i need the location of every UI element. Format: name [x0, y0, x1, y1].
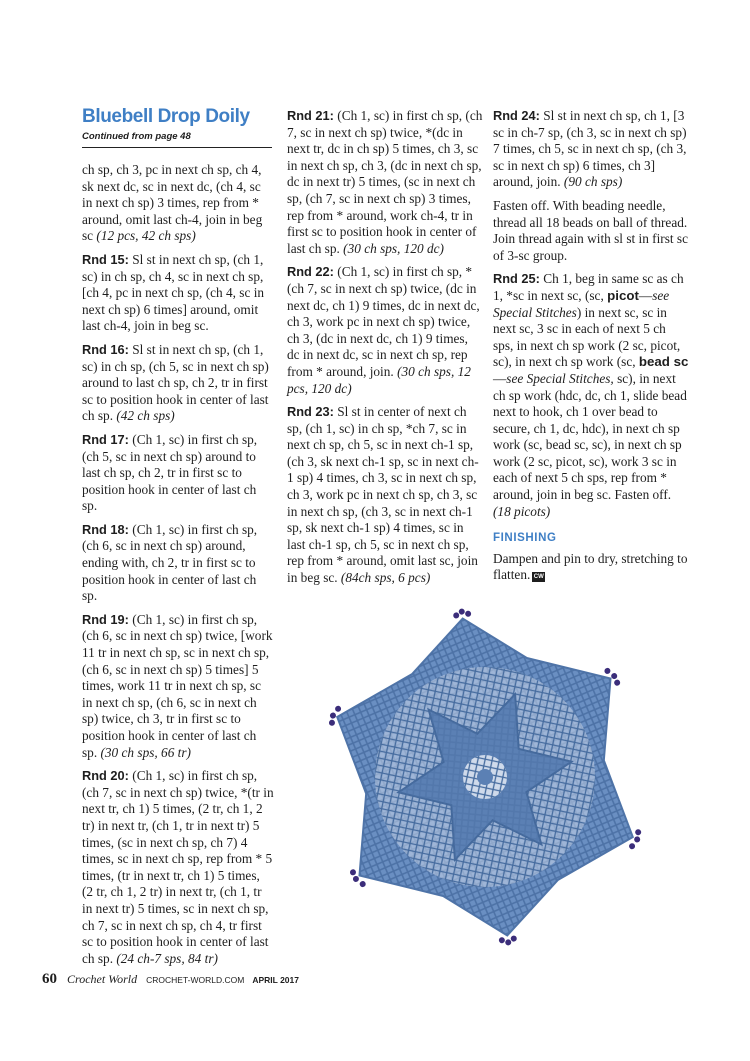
instruction-paragraph: ch sp, ch 3, pc in next ch sp, ch 4, sk next dc, sc in next dc, (ch 4, sc in next ch sp) 3 times, rep from * around, omit last ch-4, join in beg sc (12 pcs, 42 ch sps): [82, 162, 263, 244]
round-15: Rnd 15: Sl st in next ch sp, (ch 1, sc) in ch sp, ch 4, sc in next ch sp, [ch 4, pc in next ch sp, (ch 4, sc in next ch sp) 6 times] around, omit last ch-4, join in beg sc.: [82, 251, 265, 334]
fasten-off-note: Fasten off. With beading needle, thread all 18 beads on ball of thread. Join thread again with sl st in first sc of 3-sc group.: [493, 197, 688, 263]
round-20: Rnd 20: (Ch 1, sc) in first ch sp, (ch 7, sc in next ch sp) twice, *(tr in next tr, ch 1) 5 times, (2 tr, ch 1, 2 tr) in next tr, (ch 1, tr in next tr) 5 times, (sc in next ch sp, ch 7) 4 times, sc in next ch sp, rep from * 5 times, (tr in next tr, ch 1) 5 times, (2 tr, ch 1, 2 tr) in next tr, (ch 1, tr in next tr) 5 times, sc in next ch sp, ch 7, sc in next ch sp, ch 4, tr first sc to position hook in center of last ch sp. (24 ch-7 sps, 84 tr): [82, 768, 274, 966]
round-22: Rnd 22: (Ch 1, sc) in first ch sp, *(ch 7, sc in next ch sp) twice, (dc in next dc, ch 1) 9 times, dc in next dc, ch 3, work pc in next ch sp) twice, ch 3, (dc in next dc, ch 1) 9 times, dc in next dc, sc in next ch sp, rep from * around, join. (30 ch sps, 12 pcs, 120 dc): [287, 264, 480, 396]
finishing-heading: FINISHING: [493, 532, 557, 545]
magazine-name: Crochet World: [67, 972, 138, 986]
column-1: [82, 162, 274, 974]
title-divider: [82, 147, 272, 148]
continued-note: Continued from page 48: [82, 131, 191, 142]
website-link[interactable]: CROCHET-WORLD.COM: [146, 975, 245, 985]
round-16: Rnd 16: Sl st in next ch sp, (ch 1, sc) in ch sp, (ch 5, sc in next ch sp) around to last ch sp, ch 2, tr in first sc to position hook in center of last ch sp. (42 ch sps): [82, 341, 269, 424]
pattern-title: Bluebell Drop Doily: [82, 106, 250, 127]
round-24: Rnd 24: Sl st in next ch sp, ch 1, [3 sc in ch-7 sp, (ch 3, sc in next ch sp) 7 times, ch 5, sc in next ch sp, (ch 3, sc in next ch sp) 6 times, ch 3] around, join. (90 ch sps): [493, 108, 687, 190]
page-footer: [42, 970, 299, 988]
round-19: Rnd 19: (Ch 1, sc) in first ch sp, (ch 6, sc in next ch sp) twice, [work 11 tr in next ch sp, sc in next ch sp, (ch 6, sc in next ch sp) 5 times] 5 times, work 11 tr in next ch sp, sc in next ch sp, (ch 6, sc in next ch sp) twice, ch 3, tr in first sc to position hook in center of last ch sp. (30 ch sps, 66 tr): [82, 611, 273, 760]
column-2: [287, 108, 483, 594]
round-21: Rnd 21: (Ch 1, sc) in first ch sp, (ch 7, sc in next ch sp) twice, *(dc in next tr, dc in ch sp) 5 times, ch 3, sc in next ch sp, ch 3, (dc in next ch sp, dc in next tr) 5 times, (sc in next ch sp, (ch 7, sc in next ch sp) 3 times, rep from * around, work ch-4, tr in first sc to position hook in center of last ch sp. (30 ch sps, 120 dc): [287, 108, 483, 256]
column-3: [493, 108, 689, 591]
round-23: Rnd 23: Sl st in center of next ch sp, (ch 1, sc) in ch sp, *ch 7, sc in next ch sp, ch 5, sc in next ch-1 sp, (ch 3, sk next ch-1 sp, sc in next ch-1 sp) 4 times, ch 3, sc in next ch sp, ch 3, work pc in next ch sp, ch 3, sc in next ch sp, (ch 3, sc in next ch-1 sp, sk next ch-1 sp) 4 times, sc in last ch-1 sp, ch 5, sc in next ch sp, rep from * around, omit last sc, join in beg sc. (84ch sps, 6 pcs): [287, 404, 479, 586]
round-18: Rnd 18: (Ch 1, sc) in first ch sp, (ch 6, sc in next ch sp) around, ending with, ch 2, tr in first sc to position hook in center of last ch sp.: [82, 521, 258, 604]
finishing-text: Dampen and pin to dry, stretching to flatten. CW: [493, 550, 688, 583]
issue-date: APRIL 2017: [252, 975, 299, 985]
round-17: Rnd 17: (Ch 1, sc) in first ch sp, (ch 5, sc in next ch sp) around to last ch sp, ch 2, tr in first sc to position hook in center of last ch sp.: [82, 431, 258, 514]
doily-photo: [290, 592, 680, 962]
end-mark-icon: CW: [533, 574, 544, 581]
round-25: Rnd 25: Ch 1, beg in same sc as ch 1, *sc in next sc, (sc, picot—see Special Stitches) in next sc, sc in next sc, 3 sc in each of next 5 ch sps, in next ch sp work (2 sc, picot, sc), in next ch sp work (sc, bead sc—see Special Stitches, sc), in next ch sp work (hdc, dc, ch 1, slide bead next to hook, ch 1 over bead to secure, ch 1, dc, hdc), in next ch sp work (sc, bead sc, sc), in next ch sp work (2 sc, picot, sc), work 3 sc in each of next 5 ch sps, rep from * around, join in beg sc. Fasten off. (18 picots): [493, 271, 689, 519]
doily-body: [326, 599, 644, 954]
page-number: 60: [42, 971, 57, 987]
